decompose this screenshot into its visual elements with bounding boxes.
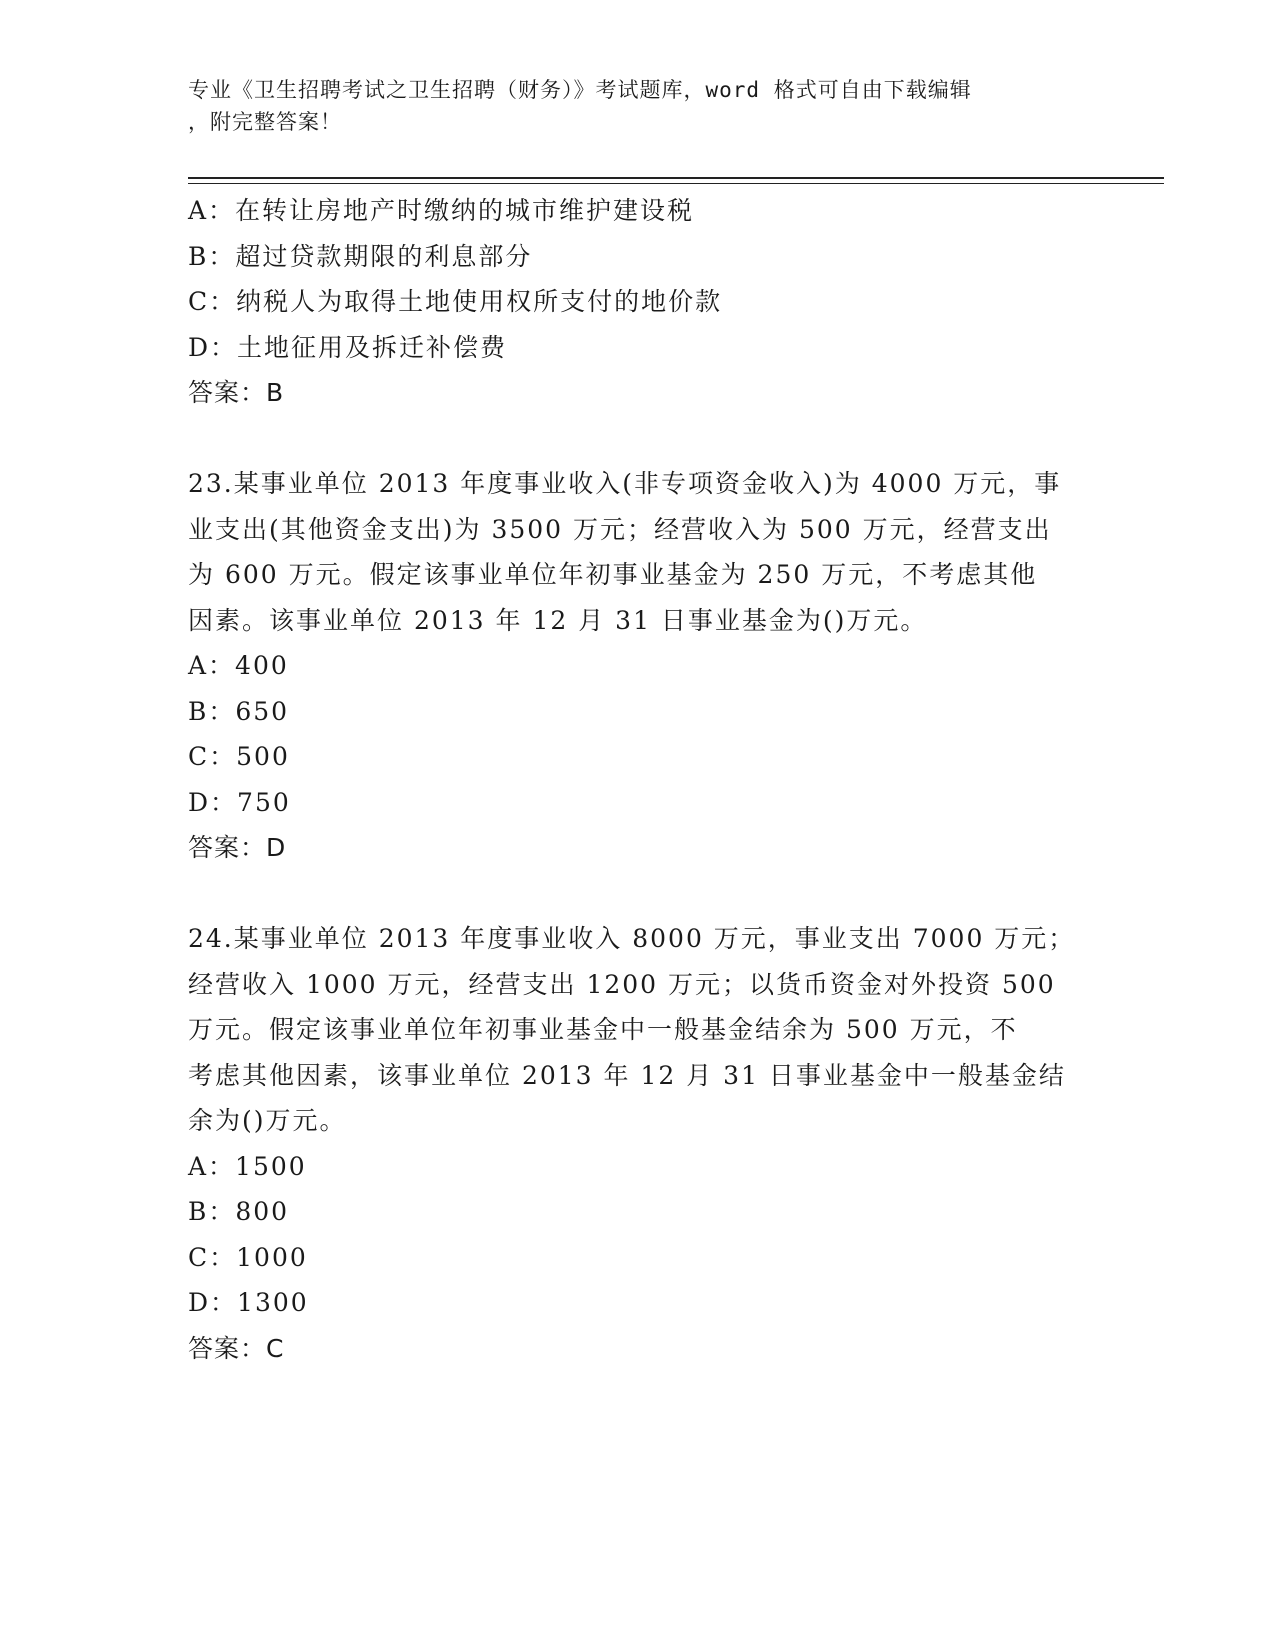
question-stem: [188, 916, 1088, 1144]
stem-line: 业支出(其他资金支出)为 3500 万元；经营收入为 500 万元，经营支出: [188, 514, 1052, 544]
spacer: [188, 871, 1088, 917]
option-b: B：超过贷款期限的利息部分: [188, 241, 533, 271]
stem-line: 万元。假定该事业单位年初事业基金中一般基金结余为 500 万元，不: [188, 1015, 1018, 1044]
answer: 答案：C: [188, 1333, 285, 1363]
option-d: D：750: [188, 787, 291, 817]
spacer: [188, 416, 1088, 462]
stem-line: 经营收入 1000 万元，经营支出 1200 万元；以货币资金对外投资 500: [188, 969, 1056, 999]
question-23: [188, 461, 1088, 871]
stem-line: 23.某事业单位 2013 年度事业收入(非专项资金收入)为 4000 万元，事: [188, 469, 1062, 498]
stem-line: 考虑其他因素，该事业单位 2013 年 12 月 31 日事业基金中一般基金结: [188, 1060, 1066, 1090]
question-24: [188, 916, 1088, 1371]
option-b: B：650: [188, 696, 290, 726]
stem-line: 余为()万元。: [188, 1106, 347, 1135]
option-a: A：1500: [188, 1151, 307, 1181]
header-line-2: ，附完整答案！: [188, 110, 342, 134]
option-c: C：1000: [188, 1242, 308, 1272]
header-divider-thin: [188, 183, 1164, 184]
question-stem: [188, 461, 1088, 643]
option-c: C：纳税人为取得土地使用权所支付的地价款: [188, 287, 723, 316]
document-header: [188, 74, 1088, 138]
option-d: D：1300: [188, 1288, 309, 1317]
option-a: A：在转让房地产时缴纳的城市维护建设税: [188, 196, 695, 225]
option-b: B：800: [188, 1197, 290, 1226]
stem-line: 为 600 万元。假定该事业单位年初事业基金为 250 万元，不考虑其他: [188, 560, 1038, 589]
header-line-1: 专业《卫生招聘考试之卫生招聘（财务）》考试题库，word 格式可自由下载编辑: [188, 78, 972, 102]
option-c: C：500: [188, 742, 290, 771]
question-22: [188, 188, 1088, 416]
answer: 答案：B: [188, 378, 285, 407]
stem-line: 24.某事业单位 2013 年度事业收入 8000 万元，事业支出 7000 万元；: [188, 924, 1076, 953]
question-content: [188, 188, 1088, 1371]
stem-line: 因素。该事业单位 2013 年 12 月 31 日事业基金为()万元。: [188, 605, 928, 635]
option-d: D：土地征用及拆迁补偿费: [188, 332, 508, 362]
header-divider-thick: [188, 177, 1164, 179]
option-a: A：400: [188, 651, 289, 680]
answer: 答案：D: [188, 833, 287, 862]
